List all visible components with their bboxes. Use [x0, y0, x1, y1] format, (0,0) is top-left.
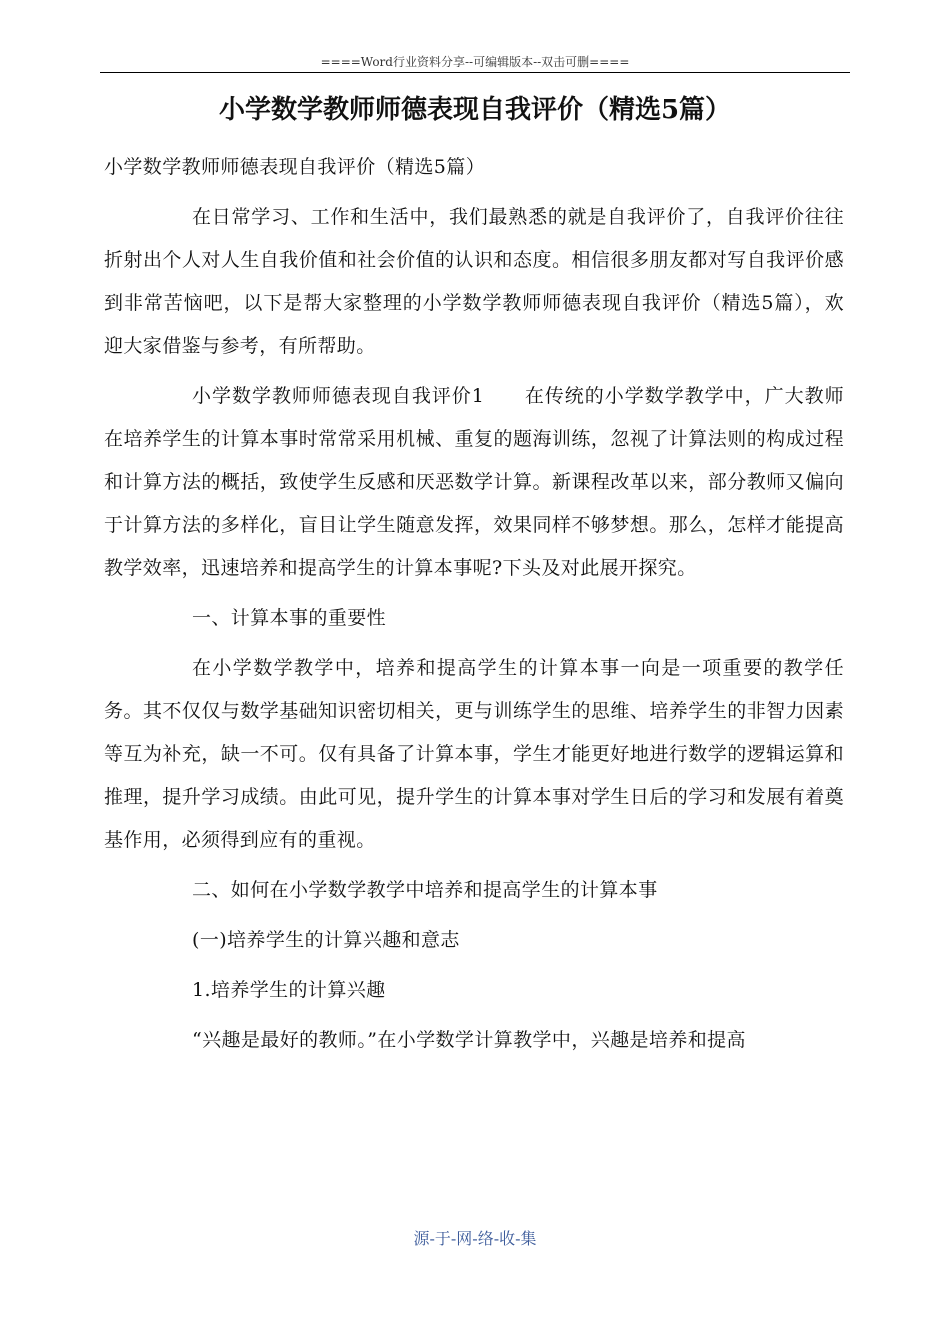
page-footer: 源-于-网-络-收-集 [413, 1229, 537, 1248]
section-1-paragraph: 在小学数学教学中，培养和提高学生的计算本事一向是一项重要的教学任务。其不仅仅与数学基础知识密切相关，更与训练学生的思维、培养学生的非智力因素等互为补充，缺一不可。仅有具备了计算本事，学生才能更好地进行数学的逻辑运算和推理，提升学习成绩。由此可见，提升学生的计算本事对学生日后的学习和发展有着奠基作用，必须得到应有的重视。 [104, 657, 844, 851]
document-title: 小学数学教师师德表现自我评价（精选5篇） [218, 95, 732, 125]
intro-paragraph: 在日常学习、工作和生活中，我们最熟悉的就是自我评价了，自我评价往往折射出个人对人生自我价值和社会价值的认识和态度。相信很多朋友都对写自我评价感到非常苦恼吧，以下是帮大家整理的小学数学教师师德表现自我评价（精选5篇），欢迎大家借鉴与参考，有所帮助。 [104, 206, 844, 357]
section-heading-2: 二、如何在小学数学教学中培养和提高学生的计算本事 [192, 879, 658, 901]
essay-1-paragraph: 小学数学教师师德表现自我评价1 在传统的小学数学教学中，广大教师在培养学生的计算本事时常常采用机械、重复的题海训练，忽视了计算法则的构成过程和计算方法的概括，致使学生反感和厌恶数学计算。新课程改革以来，部分教师又偏向于计算方法的多样化，盲目让学生随意发挥，效果同样不够梦想。那么，怎样才能提高教学效率，迅速培养和提高学生的计算本事呢?下头及对此展开探究。 [104, 385, 844, 579]
header-divider [100, 72, 850, 73]
interest-paragraph: “兴趣是最好的教师。”在小学数学计算教学中，兴趣是培养和提高 [192, 1029, 746, 1051]
section-heading-1: 一、计算本事的重要性 [192, 607, 387, 629]
page-header: ====Word行业资料分享--可编辑版本--双击可删==== [320, 55, 630, 69]
subsubsection-heading-1: 1.培养学生的计算兴趣 [192, 979, 386, 1001]
subtitle-paragraph: 小学数学教师师德表现自我评价（精选5篇） [104, 156, 486, 178]
subsection-heading-1: (一)培养学生的计算兴趣和意志 [192, 929, 460, 951]
document-body [104, 146, 844, 1069]
